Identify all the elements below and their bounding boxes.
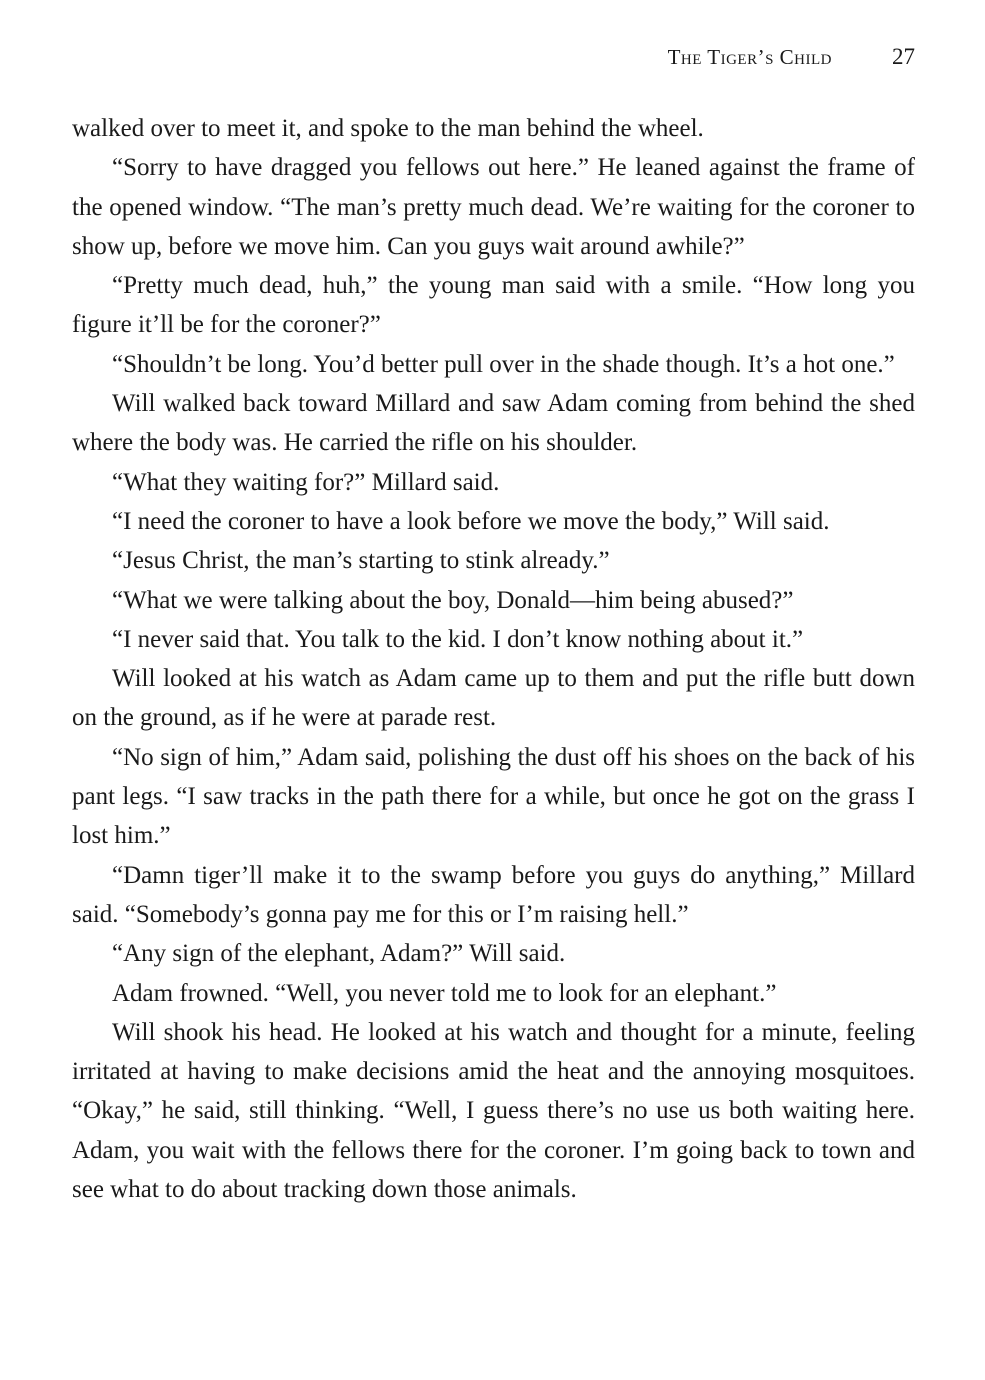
running-header: [72, 44, 915, 76]
paragraph: Will shook his head. He looked at his watch and thought for a minute, feeling irritated at having to make decisions amid the heat and the annoying mosquitoes. “Okay,” he said, still thinking. “Well, I guess there’s no use us both waiting here. Adam, you wait with the fellows there for the coroner. I’m going back to town and see what to do about tracking down those animals.: [72, 1018, 915, 1204]
paragraph: “What we were talking about the boy, Donald—him being abused?”: [112, 586, 794, 614]
paragraph: “Shouldn’t be long. You’d better pull over in the shade though. It’s a hot one.”: [112, 350, 895, 378]
paragraph: “Pretty much dead, huh,” the young man said with a smile. “How long you figure it’ll be for the coroner?”: [72, 272, 915, 339]
page-number: 27: [892, 44, 915, 69]
paragraph: “Jesus Christ, the man’s starting to stink already.”: [112, 547, 610, 575]
paragraph: “I need the coroner to have a look before we move the body,” Will said.: [112, 507, 830, 535]
running-title: The Tiger’s Child: [667, 45, 832, 69]
paragraph: Will looked at his watch as Adam came up to them and put the rifle butt down on the ground, as if he were at parade rest.: [72, 665, 915, 732]
paragraph: “No sign of him,” Adam said, polishing the dust off his shoes on the back of his pant legs. “I saw tracks in the path there for a while, but once he got on the grass I lost him.”: [72, 743, 915, 850]
paragraph: walked over to meet it, and spoke to the man behind the wheel.: [72, 115, 704, 142]
paragraph: “What they waiting for?” Millard said.: [112, 468, 500, 496]
paragraph: “I never said that. You talk to the kid. I don’t know nothing about it.”: [112, 625, 804, 653]
paragraph: “Any sign of the elephant, Adam?” Will said.: [112, 940, 566, 968]
paragraph: Will walked back toward Millard and saw Adam coming from behind the shed where the body was. He carried the rifle on his shoulder.: [72, 390, 915, 457]
body-text: [72, 109, 915, 1209]
paragraph: “Damn tiger’ll make it to the swamp before you guys do anything,” Millard said. “Somebody’s gonna pay me for this or I’m raising hell.”: [72, 861, 915, 928]
paragraph: “Sorry to have dragged you fellows out here.” He leaned against the frame of the opened window. “The man’s pretty much dead. We’re waiting for the coroner to show up, before we move him. Can you guys wait around awhile?”: [72, 154, 915, 260]
paragraph: Adam frowned. “Well, you never told me to look for an elephant.”: [112, 979, 777, 1007]
